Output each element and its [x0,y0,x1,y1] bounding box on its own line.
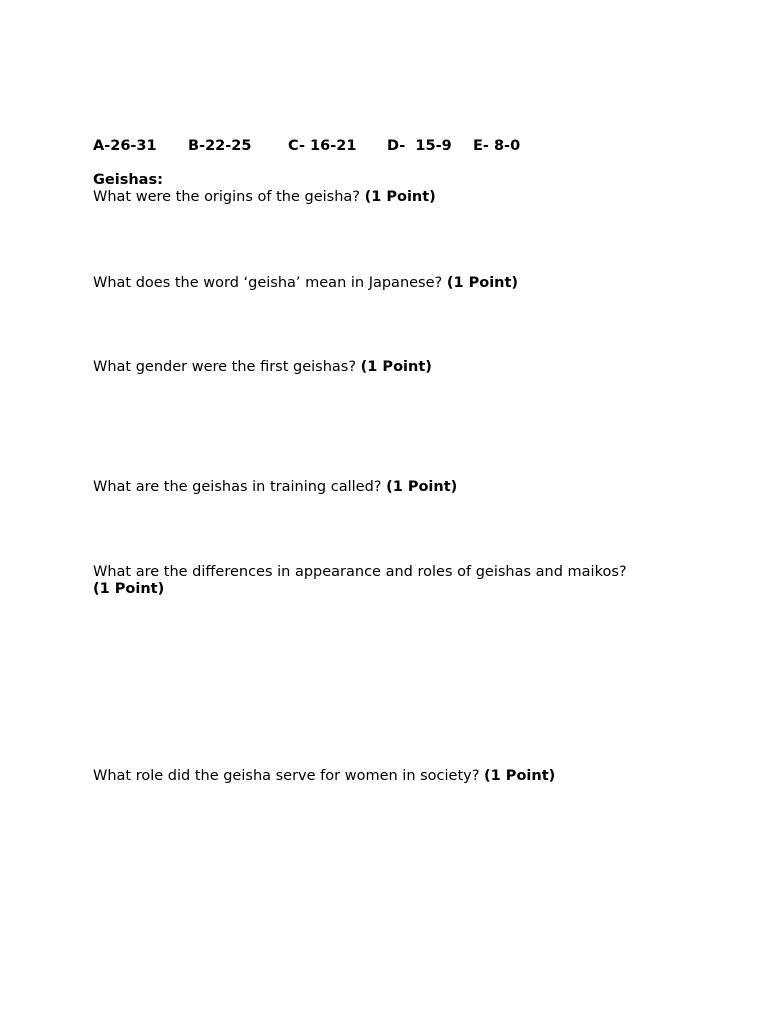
question-4 [93,479,457,496]
grade-scale [93,138,593,155]
question-text: What were the origins of the geisha? [93,189,365,205]
question-points: (1 Point) [446,275,519,291]
question-points: (1 Point) [386,479,458,495]
question-points: (1 Point) [364,189,436,205]
question-5 [93,564,627,581]
grade-e: E- 8-0 [473,138,521,154]
question-text: What are the differences in appearance and roles of geishas and maikos? [93,564,627,580]
question-1 [93,189,436,206]
question-3 [93,359,432,376]
question-text: What does the word ‘geisha’ mean in Japanese? [93,275,447,291]
question-text: What gender were the first geishas? [93,359,361,375]
question-text: What are the geishas in training called? [93,479,387,495]
section-title: Geishas: [93,172,163,188]
grade-a: A-26-31 [93,138,157,154]
question-6 [93,768,555,785]
question-text: What role did the geisha serve for women in society? [93,768,485,784]
question-points: (1 Point) [360,359,432,375]
grade-b: B-22-25 [188,138,252,154]
question-5-points: (1 Point) [93,581,165,597]
question-points: (1 Point) [484,768,556,784]
question-2 [93,275,518,292]
grade-c: C- 16-21 [288,138,357,154]
grade-d: D- 15-9 [387,138,452,154]
